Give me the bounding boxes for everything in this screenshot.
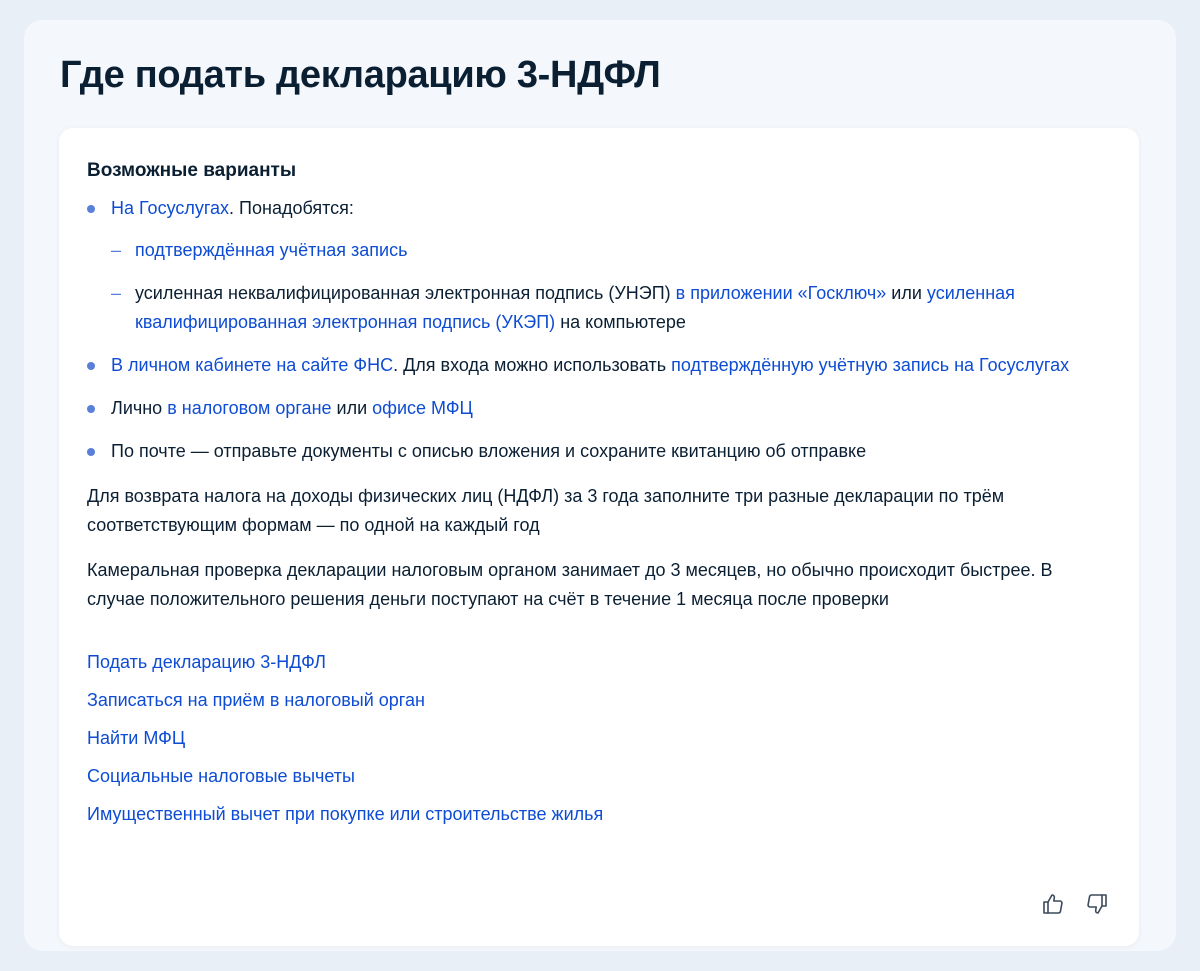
- option-in-person: [87, 394, 1087, 423]
- confirmed-account-link[interactable]: подтверждённая учётная запись: [135, 240, 408, 260]
- thumbs-down-icon[interactable]: [1085, 892, 1109, 916]
- social-deductions-link[interactable]: Социальные налоговые вычеты: [87, 766, 355, 786]
- find-mfc-link[interactable]: Найти МФЦ: [87, 728, 186, 748]
- option-post: [87, 437, 1087, 466]
- page-title: Где подать декларацию 3-НДФЛ: [60, 54, 661, 96]
- answer-card: [59, 128, 1139, 946]
- options-list: [87, 194, 1087, 466]
- fns-text: . Для входа можно использовать: [393, 355, 672, 375]
- answer-content: [87, 158, 1087, 838]
- info-paragraph-refund: Для возврата налога на доходы физических лиц (НДФЛ) за 3 года заполните три разные декларации по трём соответствующим формам — по одной на каждый год: [87, 486, 1005, 535]
- mfc-office-link[interactable]: офисе МФЦ: [372, 398, 473, 418]
- fns-cabinet-link[interactable]: В личном кабинете на сайте ФНС: [111, 355, 394, 375]
- feedback-buttons: [1041, 892, 1109, 916]
- confirmed-account-gosuslugi-link[interactable]: подтверждённую учётную запись на Госуслугах: [671, 355, 1070, 375]
- ukep-link[interactable]: усиленная квалифицированная электронная подпись (УКЭП): [135, 283, 1015, 332]
- page-container: [24, 20, 1176, 951]
- in-person-or-text: или: [331, 398, 373, 418]
- tax-office-link[interactable]: в налоговом органе: [167, 398, 332, 418]
- requirement-confirmed-account: [111, 236, 1087, 265]
- gosuslugi-requirements: [111, 236, 1087, 337]
- gosuslugi-text: . Понадобятся:: [229, 198, 354, 218]
- post-text: По почте — отправьте документы с описью вложения и сохраните квитанцию об отправке: [111, 441, 867, 461]
- book-tax-office-link[interactable]: Записаться на приём в налоговый орган: [87, 690, 425, 710]
- in-person-text: Лично: [111, 398, 168, 418]
- or-text: или: [886, 283, 927, 303]
- info-paragraph-check: Камеральная проверка декларации налоговым органом занимает до 3 месяцев, но обычно происходит быстрее. В случае положительного решения деньги поступают на счёт в течение 1 месяца после проверки: [87, 560, 1053, 609]
- option-fns-cabinet: [87, 351, 1087, 380]
- requirement-signature: [111, 279, 1087, 337]
- related-links: [87, 648, 1087, 829]
- ukep-tail-text: на компьютере: [555, 312, 686, 332]
- submit-declaration-link[interactable]: Подать декларацию 3-НДФЛ: [87, 652, 326, 672]
- thumbs-up-icon[interactable]: [1041, 892, 1065, 916]
- unep-text: усиленная неквалифицированная электронная подпись (УНЭП): [135, 283, 676, 303]
- options-heading: Возможные варианты: [87, 160, 297, 181]
- property-deduction-link[interactable]: Имущественный вычет при покупке или строительстве жилья: [87, 804, 604, 824]
- gosuslugi-link[interactable]: На Госуслугах: [111, 198, 230, 218]
- goskey-app-link[interactable]: в приложении «Госключ»: [675, 283, 887, 303]
- option-gosuslugi: [87, 194, 1087, 337]
